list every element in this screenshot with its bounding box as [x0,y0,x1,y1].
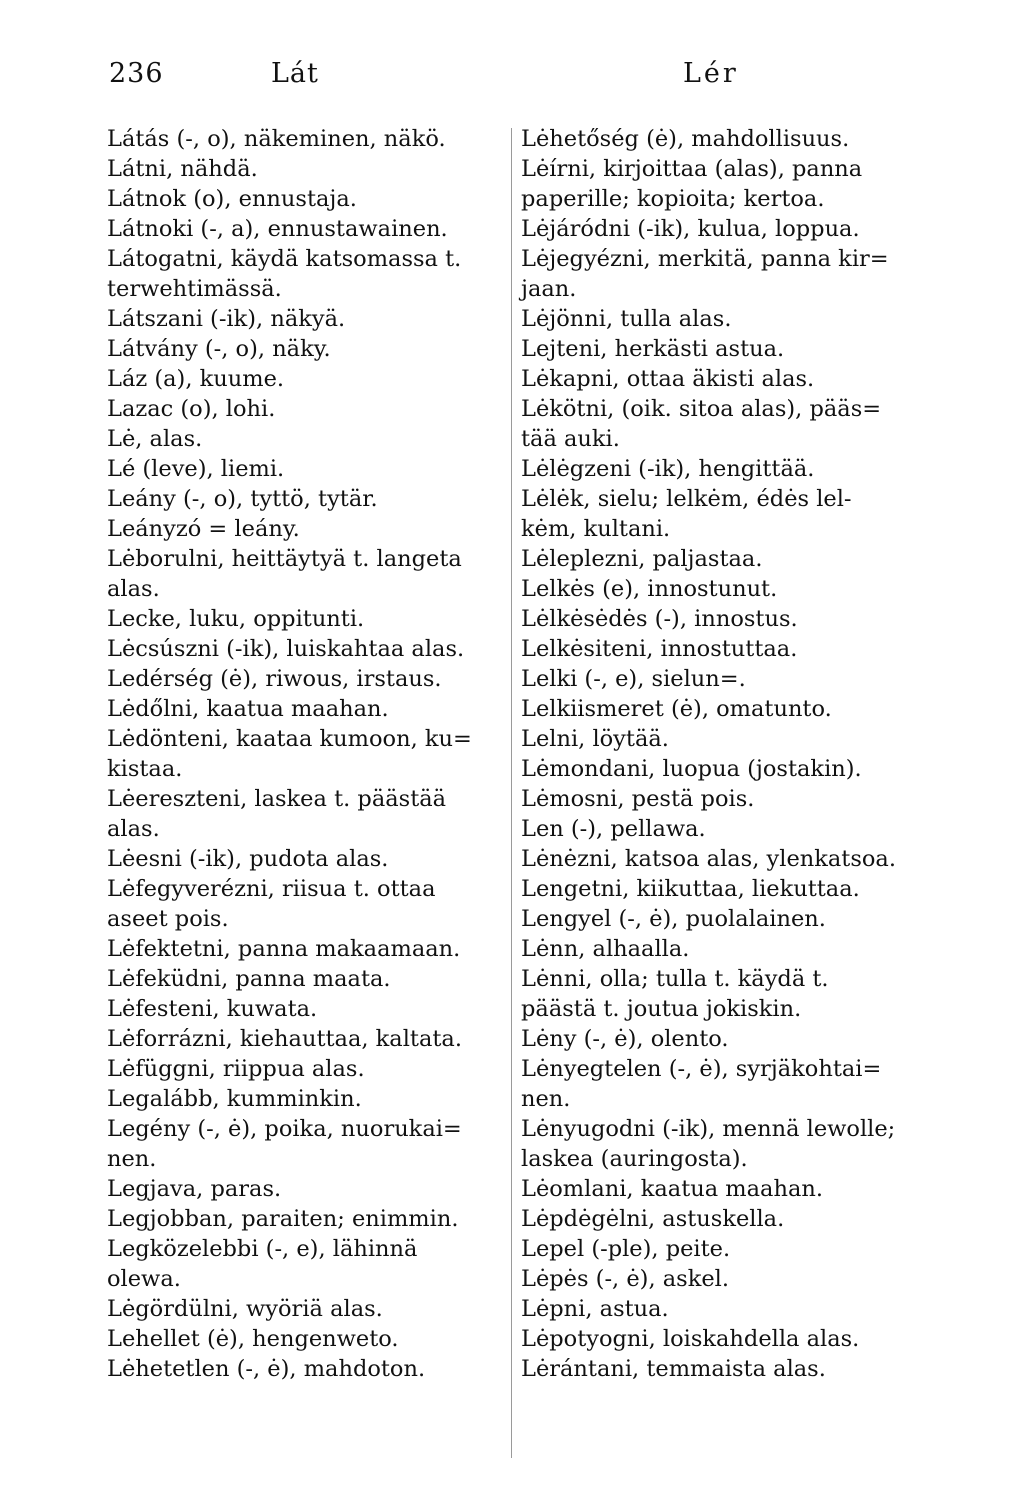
entry-line: Legjobban, paraiten; enimmin. [107,1206,459,1232]
entry-line: päästä t. joutua jokiskin. [521,996,802,1022]
entry-line: Lėpdėgėlni, astuskella. [521,1206,785,1232]
entry-line: Lengyel (-, ė), puolalainen. [521,906,826,932]
entry-line: Látás (-, o), näkeminen, näkö. [107,126,446,152]
entry-line: tää auki. [521,426,620,452]
entry-line: Lecke, luku, oppitunti. [107,606,365,632]
entry-line: Lėesni (-ik), pudota alas. [107,846,389,872]
entry-line: Lėdönteni, kaataa kumoon, ku= [107,726,472,752]
entry-line: Lėpni, astua. [521,1296,669,1322]
entry-line: Látvány (-, o), näky. [107,336,331,362]
entry-line: Látni, nähdä. [107,156,258,182]
entry-line: Lelkės (e), innostunut. [521,576,778,602]
entry-line: Leányzó = leány. [107,516,300,542]
entry-line: Lėpotyogni, loiskahdella alas. [521,1326,860,1352]
entry-line: Lėjáródni (-ik), kulua, loppua. [521,216,860,242]
entry-line: alas. [107,576,160,602]
entry-line: Lėpės (-, ė), askel. [521,1266,730,1292]
entry-line: kistaa. [107,756,183,782]
entry-line: Lėlėgzeni (-ik), hengittää. [521,456,815,482]
entry-line: nen. [521,1086,571,1112]
entry-line: Leány (-, o), tyttö, tytär. [107,486,378,512]
entry-line: nen. [107,1146,157,1172]
entry-line: alas. [107,816,160,842]
entry-line: Legközelebbi (-, e), lähinnä [107,1236,418,1262]
entry-line: Legjava, paras. [107,1176,282,1202]
column-divider [511,128,512,1458]
entry-line: Lėlkėsėdės (-), innostus. [521,606,798,632]
entry-line: Lėhetetlen (-, ė), mahdoton. [107,1356,426,1382]
left-column [107,124,507,1384]
entry-line: Lėfüggni, riippua alas. [107,1056,365,1082]
entry-line: Látogatni, käydä katsomassa t. [107,246,462,272]
entry-line: Lėfektetni, panna makaamaan. [107,936,461,962]
entry-line: Lėnyugodni (-ik), mennä lewolle; [521,1116,896,1142]
entry-line: Lėhetőség (ė), mahdollisuus. [521,126,850,152]
entry-line: Legény (-, ė), poika, nuorukai= [107,1116,462,1142]
entry-line: Lengetni, kiikuttaa, liekuttaa. [521,876,860,902]
entry-line: Lelkiismeret (ė), omatunto. [521,696,832,722]
entry-line: aseet pois. [107,906,229,932]
left-guide-word: Lát [271,58,319,89]
entry-line: Len (-), pellawa. [521,816,706,842]
entry-line: paperille; kopioita; kertoa. [521,186,825,212]
entry-line: Lėkötni, (oik. sitoa alas), pääs= [521,396,882,422]
entry-line: Lėnėzni, katsoa alas, ylenkatsoa. [521,846,896,872]
entry-line: Lėjönni, tulla alas. [521,306,732,332]
entry-line: Látnok (o), ennustaja. [107,186,357,212]
entry-line: Lehellet (ė), hengenweto. [107,1326,399,1352]
entry-line: Lelkėsiteni, innostuttaa. [521,636,798,662]
entry-line: Lėlėk, sielu; lelkėm, édės lel- [521,486,852,512]
entry-line: Lejteni, herkästi astua. [521,336,785,362]
entry-line: Lėnni, olla; tulla t. käydä t. [521,966,829,992]
entry-line: Látnoki (-, a), ennustawainen. [107,216,448,242]
entry-line: Lazac (o), lohi. [107,396,276,422]
entry-line: Lé (leve), liemi. [107,456,285,482]
entry-line: Lėnyegtelen (-, ė), syrjäkohtai= [521,1056,882,1082]
entry-line: Lėfesteni, kuwata. [107,996,318,1022]
entry-line: Láz (a), kuume. [107,366,285,392]
entry-line: terwehtimässä. [107,276,282,302]
entry-line: Lėforrázni, kiehauttaa, kaltata. [107,1026,462,1052]
entry-line: Lėmondani, luopua (jostakin). [521,756,862,782]
entry-line: Lėfegyverézni, riisua t. ottaa [107,876,436,902]
right-column [521,124,921,1384]
entry-line: Lėírni, kirjoittaa (alas), panna [521,156,863,182]
entry-line: Lėkapni, ottaa äkisti alas. [521,366,815,392]
entry-line: Lepel (-ple), peite. [521,1236,731,1262]
entry-line: Lelni, löytää. [521,726,669,752]
entry-line: Lėcsúszni (-ik), luiskahtaa alas. [107,636,465,662]
entry-line: Lelki (-, e), sielun=. [521,666,746,692]
entry-line: Lėfeküdni, panna maata. [107,966,391,992]
entry-line: kėm, kultani. [521,516,671,542]
right-guide-word: Lér [683,58,739,89]
entry-line: Ledérség (ė), riwous, irstaus. [107,666,442,692]
entry-line: Lėereszteni, laskea t. päästää [107,786,447,812]
entry-line: Lė, alas. [107,426,203,452]
entry-line: jaan. [521,276,577,302]
entry-line: Lėborulni, heittäytyä t. langeta [107,546,462,572]
entry-line: Lėgördülni, wyöriä alas. [107,1296,383,1322]
entry-line: Legalább, kumminkin. [107,1086,362,1112]
entry-line: Lėjegyézni, merkitä, panna kir= [521,246,889,272]
entry-line: Lėrántani, temmaista alas. [521,1356,826,1382]
entry-line: Lėomlani, kaatua maahan. [521,1176,824,1202]
entry-line: Látszani (-ik), näkyä. [107,306,346,332]
entry-line: Lėdőlni, kaatua maahan. [107,696,389,722]
entry-line: Lėny (-, ė), olento. [521,1026,729,1052]
entry-line: Lėleplezni, paljastaa. [521,546,763,572]
entry-line: laskea (auringosta). [521,1146,748,1172]
entry-line: Lėmosni, pestä pois. [521,786,755,812]
entry-line: Lėnn, alhaalla. [521,936,690,962]
page-number: 236 [109,58,164,89]
entry-line: olewa. [107,1266,181,1292]
